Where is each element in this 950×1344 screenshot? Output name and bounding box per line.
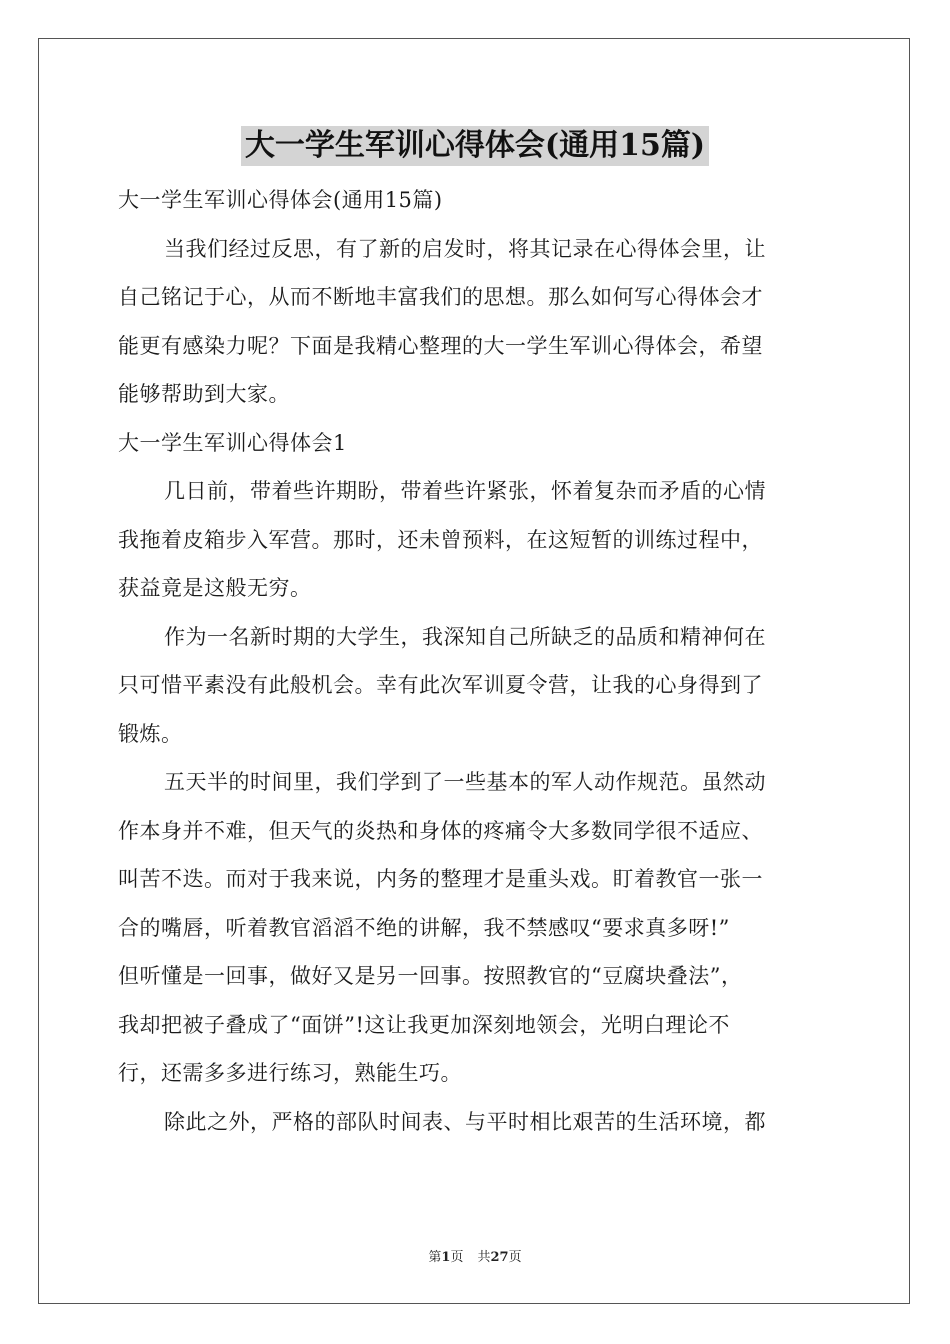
body-line: 自己铭记于心，从而不断地丰富我们的思想。那么如何写心得体会才 [118,285,763,309]
document-title: 大一学生军训心得体会(通用15篇) [241,126,709,166]
page-footer [0,1246,950,1265]
body-line: 大一学生军训心得体会1 [118,430,347,455]
body-line: 叫苦不迭。而对于我来说，内务的整理才是重头戏。盯着教官一张一 [118,867,763,891]
body-line: 获益竟是这般无穷。 [118,576,312,600]
body-line: 合的嘴唇，听着教官滔滔不绝的讲解，我不禁感叹“要求真多呀!” [118,915,730,940]
footer-page-prefix: 第 [428,1250,442,1265]
body-line: 作本身并不难，但天气的炎热和身体的疼痛令大多数同学很不适应、 [118,818,763,843]
title-wrap [0,126,950,166]
footer-total-prefix: 共 [477,1250,491,1265]
footer-page-total: 27 [490,1250,509,1265]
body-line: 当我们经过反思，有了新的启发时，将其记录在心得体会里，让 [164,236,766,261]
body-line: 我拖着皮箱步入军营。那时，还未曾预料，在这短暂的训练过程中， [118,527,763,552]
body-line: 我却把被子叠成了“面饼”!这让我更加深刻地领会，光明白理论不 [118,1012,730,1037]
body-line: 几日前，带着些许期盼，带着些许紧张，怀着复杂而矛盾的心情 [164,479,766,503]
body-line: 但听懂是一回事，做好又是另一回事。按照教官的“豆腐块叠法”， [118,964,743,988]
body-line: 行，还需多多进行练习，熟能生巧。 [118,1061,462,1085]
body-line: 除此之外，严格的部队时间表、与平时相比艰苦的生活环境，都 [164,1109,766,1134]
footer-total-suffix: 页 [508,1250,522,1265]
body-line: 作为一名新时期的大学生，我深知自己所缺乏的品质和精神何在 [164,624,766,649]
footer-page-suffix: 页 [450,1250,464,1265]
body-line: 只可惜平素没有此般机会。幸有此次军训夏令营，让我的心身得到了 [118,673,763,697]
body-line: 大一学生军训心得体会(通用15篇) [118,188,443,212]
footer-page-current: 1 [441,1250,451,1265]
body-line: 能够帮助到大家。 [118,382,290,406]
body-line: 锻炼。 [118,721,183,746]
body-line: 能更有感染力呢？下面是我精心整理的大一学生军训心得体会，希望 [118,333,763,358]
body-line: 五天半的时间里，我们学到了一些基本的军人动作规范。虽然动 [164,770,766,794]
document-body [118,176,834,1146]
